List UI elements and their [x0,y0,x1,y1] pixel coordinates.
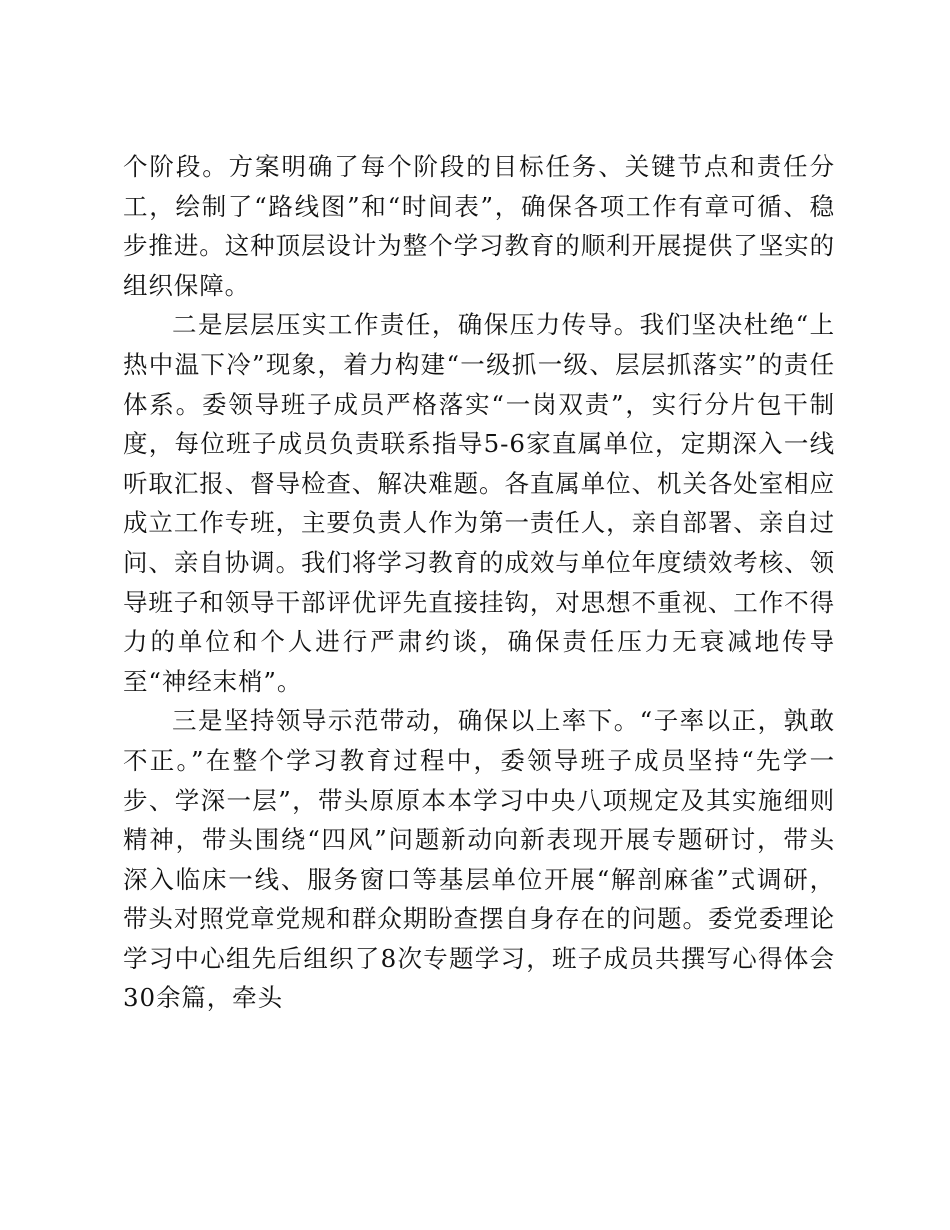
paragraph-leadership: 三是坚持领导示范带动，确保以上率下。“子率以正，孰敢不正。”在整个学习教育过程中，委领导班子成员坚持“先学一步、学深一层”，带头原原本本学习中央八项规定及其实施细则精神，带头围绕“四风”问题新动向新表现开展专题研讨，带头深入临床一线、服务窗口等基层单位开展“解剖麻雀”式调研，带头对照党章党规和群众期盼查摆自身存在的问题。委党委理论学习中心组先后组织了8次专题学习，班子成员共撰写心得体会30余篇，牵头 [123,706,835,1013]
paragraph-continuation: 个阶段。方案明确了每个阶段的目标任务、关键节点和责任分工，绘制了“路线图”和“时间表”，确保各项工作有章可循、稳步推进。这种顶层设计为整个学习教育的顺利开展提供了坚实的组织保障。 [123,152,835,300]
paragraph-responsibility: 二是层层压实工作责任，确保压力传导。我们坚决杜绝“上热中温下冷”现象，着力构建“一级抓一级、层层抓落实”的责任体系。委领导班子成员严格落实“一岗双责”，实行分片包干制度，每位班子成员负责联系指导5-6家直属单位，定期深入一线听取汇报、督导检查、解决难题。各直属单位、机关各处室相应成立工作专班，主要负责人作为第一责任人，亲自部署、亲自过问、亲自协调。我们将学习教育的成效与单位年度绩效考核、领导班子和领导干部评优评先直接挂钩，对思想不重视、工作不得力的单位和个人进行严肃约谈，确保责任压力无衰减地传导至“神经末梢”。 [123,310,835,696]
document-body [123,147,835,1018]
